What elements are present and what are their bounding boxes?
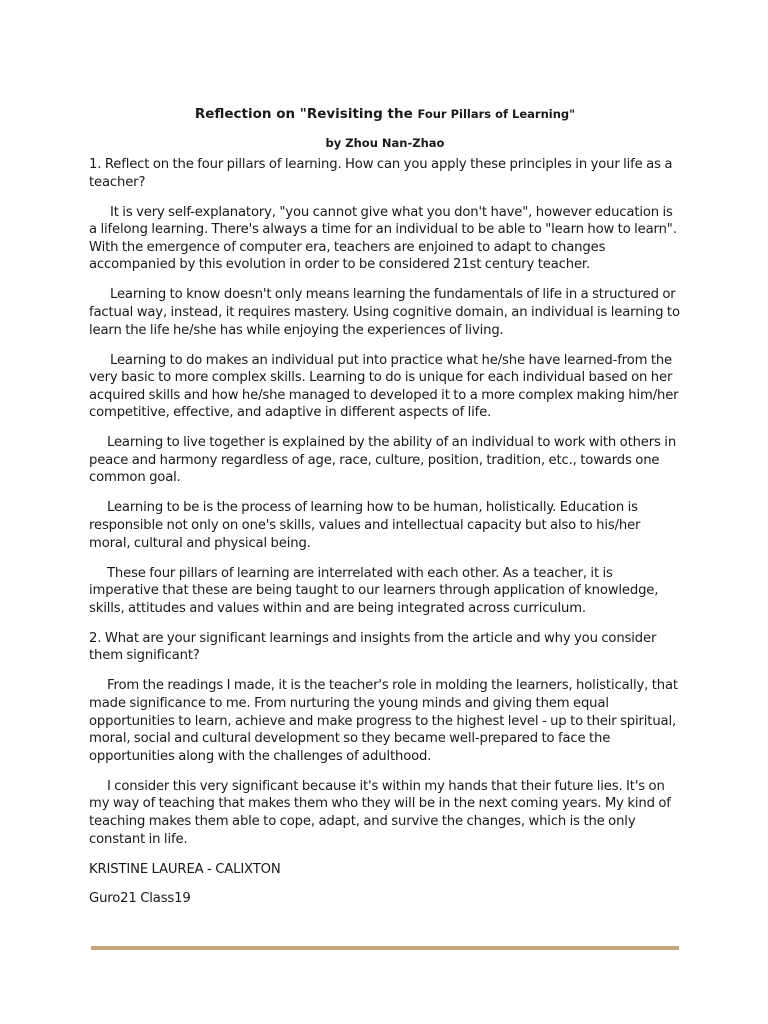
footer-divider — [91, 946, 679, 950]
class-info: Guro21 Class19 — [89, 891, 191, 907]
answer-2-paragraph: From the readings I made, it is the teacher's role in molding the learners, holistically, that made significance to me. From nurturing the young minds and giving them equal opportunities to learn, achieve and make progress to the highest level - up to their spiritual, moral, social and cultural development so they became well-prepared to face the opportunities along with the challenges of adulthood. — [89, 678, 678, 764]
answer-1-paragraph: These four pillars of learning are interrelated with each other. As a teacher, it is imperative that these are being taught to our learners through application of knowledge, skills, attitudes and values within and are being integrated across curriculum. — [89, 565, 659, 616]
document-title — [89, 104, 681, 124]
answer-1-paragraph: Learning to be is the process of learning how to be human, holistically. Education is responsible not only on one's skills, values and intellectual capacity but also to his/her moral, cultural and physical being. — [89, 500, 641, 551]
question-2: 2. What are your significant learnings and insights from the article and why you consider them significant? — [89, 630, 657, 664]
title-subject: Four Pillars of Learning" — [417, 107, 576, 121]
author-name: KRISTINE LAUREA - CALIXTON — [89, 861, 281, 877]
byline: by Zhou Nan-Zhao — [325, 136, 445, 150]
document-page — [89, 104, 681, 920]
answer-1-paragraph: Learning to know doesn't only means learning the fundamentals of life in a structured or factual way, instead, it requires mastery. Using cognitive domain, an individual is learning to learn the life he/she has while enjoying the experiences of living. — [89, 287, 680, 338]
answer-1-paragraph: Learning to live together is explained by the ability of an individual to work with others in peace and harmony regardless of age, race, culture, position, tradition, etc., towards one common goal. — [89, 435, 677, 486]
question-1: 1. Reflect on the four pillars of learning. How can you apply these principles in your life as a teacher? — [89, 157, 673, 190]
answer-1-paragraph: Learning to do makes an individual put into practice what he/she have learned-from the very basic to more complex skills. Learning to do is unique for each individual based on her acquired skills and how he/she managed to developed it to a more complex making him/her competitive, effective, and adaptive in different aspects of life. — [89, 352, 679, 421]
answer-2-paragraph: I consider this very significant because it's within my hands that their future lies. It's on my way of teaching that makes them who they will be in the next coming years. My kind of teaching makes them able to cope, adapt, and survive the changes, which is the only constant in life. — [89, 778, 671, 847]
answer-1-paragraph: It is very self-explanatory, "you cannot give what you don't have", however education is a lifelong learning. There's always a time for an individual to be able to "learn how to learn". With the emergence of computer era, teachers are enjoined to adapt to changes accompanied by this evolution in order to be considered 21st century teacher. — [89, 204, 677, 273]
title-main: Reflection on "Revisiting the — [194, 106, 418, 122]
